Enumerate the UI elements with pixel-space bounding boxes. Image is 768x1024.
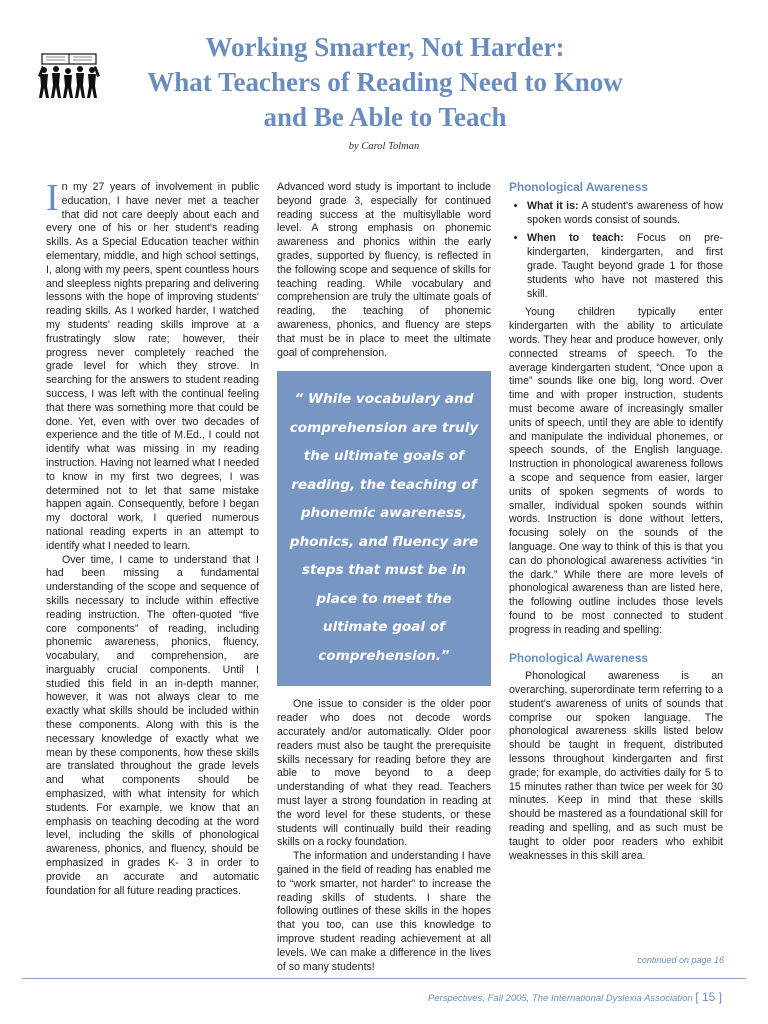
section-heading: Phonological Awareness	[509, 180, 648, 194]
column-3	[509, 181, 723, 863]
reading-figures-logo-icon	[36, 50, 102, 100]
title-line-1: Working Smarter, Not Harder:	[205, 32, 565, 62]
paragraph: Over time, I came to understand that I had been missing a fundamental understanding of the scope and sequence of skills necessary to include within effective reading instruction. The often-quoted “five core components” of reading, including phonemic awareness, phonics, fluency, vocabulary, and comprehension, are inarguably crucial components. Until I studied this field in an in-depth manner, however, it was not always clear to me exactly what skills should be included within these components. Along with this is the necessary knowledge of exactly what we mean by these components, how these skills are translated throughout the grade levels and what components should be emphasized, with what intensity for which students. For example, we know that an emphasis on teaching decoding at the word level, including the skills of phonological awareness, phonics, and fluency, should be emphasized in grades K- 3 in order to provide an accurate and automatic foundation for all future reading practices.	[46, 553, 259, 897]
page-number: [ 15 ]	[695, 990, 722, 1004]
paragraph: Young children typically enter kindergarten with the ability to articulate words. They hear and produce however, only connected streams of speech. To the average kindergarten student, “Once upon a time” sounds like one big, long word. Over time and with proper instruction, students must become aware of increasingly smaller units of speech, until they are able to identify and manipulate the individual phonemes, or speech sounds, of the English language. Instruction in phonological awareness follows a scope and sequence from easier, larger units of spoken segments of words to smaller, individual spoken sounds within words. Instruction is done without letters, focusing solely on the sounds of the language. One way to think of this is that you can do phonological awareness activities “in the dark.” While there are more levels of phonological awareness than are listed here, the following outline includes those levels found to be most connected to student progress in reading and spelling:	[509, 306, 723, 636]
bullet-text: Focus on pre-kindergarten, kindergarten, and first grade. Taught beyond grade 1 for those students who have not mastered this skill.	[527, 232, 724, 300]
column-1	[46, 177, 259, 898]
footer-source: Perspectives, Fall 2005, The International Dyslexia Association	[427, 993, 693, 1004]
title-line-3: and Be Able to Teach	[263, 102, 507, 132]
article-title	[105, 30, 665, 135]
column-2	[277, 181, 491, 974]
intro-paragraph	[46, 177, 259, 554]
paragraph: Advanced word study is important to include beyond grade 3, especially for continued reading success at the multisyllable word level. A strong emphasis on phonemic awareness and phonics within the early grades, supported by fluency, is reflected in the following scope and sequence of skills for teaching reading. While vocabulary and comprehension are truly the ultimate goals of reading, the teaching of phonemic awareness, phonics, and fluency are steps that must be in place to meet the ultimate goal of comprehension.	[277, 181, 491, 359]
list-item	[527, 200, 723, 228]
byline: by Carol Tolman	[348, 141, 420, 152]
bullet-label: When to teach:	[527, 232, 624, 245]
bullet-text: A student's awareness of how spoken words consist of sounds.	[527, 199, 723, 226]
title-line-2: What Teachers of Reading Need to Know	[147, 67, 623, 97]
drop-cap: I	[46, 177, 59, 219]
footer-divider	[22, 978, 746, 979]
intro-text: n my 27 years of involvement in public education, I have never met a teacher that did not care deeply about each and every one of his or her student's reading skills. As a Special Education teacher within elementary, middle, and high school settings, I, along with my peers, spent countless hours and sleepless nights preparing and delivering lessons with the hope of improving students' reading skills. As I worked harder, I watched my students' reading skills improve at a frustratingly slow rate; however, their progress never completely reached the grade level for which they strove. In searching for the answers to student reading success, I was left with the continual feeling that there was something more that could be done. Yet, even with over two decades of experience and the title of M.Ed., I could not identify what was missing in my reading instruction. Having not learned what I needed to know in my first two degrees, I was determined not to let that same mistake happen again. Consequently, before I began my doctoral work, I queried numerous national reading experts in an attempt to identify what I needed to learn.	[46, 181, 259, 552]
section-heading: Phonological Awareness	[509, 650, 648, 665]
paragraph: One issue to consider is the older poor reader who does not decode words accurately and/or automatically. Older poor readers must also be taught the prerequisite skills necessary for reading before they are able to move beyond to a deep understanding of what they read. Teachers must layer a strong foundation in reading at the word level for these students, or these students will continually build their reading skills on a rocky foundation.	[277, 698, 491, 849]
page-footer	[428, 990, 722, 1004]
paragraph: The information and understanding I have gained in the field of reading has enabled me to “work smarter, not harder” to increase the reading skills of students. I share the following outlines of these skills in the hopes that you too, can use this knowledge to improve student reading achievement at all levels. We can make a difference in the lives of so many students!	[277, 850, 491, 973]
continued-note: continued on page 16	[637, 955, 724, 965]
bullet-label: What it is:	[527, 199, 579, 212]
pull-quote: “ While vocabulary and comprehension are truly the ultimate goals of reading, the teaching of phonemic awareness, phonics, and fluency are steps that must be in place to meet the ultimate goal of comprehension.”	[277, 371, 491, 686]
definition-list	[509, 200, 723, 302]
list-item	[527, 232, 723, 301]
paragraph: Phonological awareness is an overarching, superordinate term referring to a student's awareness of units of sounds that comprise our spoken language. The phonological awareness skills listed below should be taught in frequent, distributed lessons throughout kindergarten and first grade; for example, do activities daily for 5 to 15 minutes rather than twice per week for 30 minutes. Keep in mind that these skills should be mastered as a foundational skill for reading and spelling, and as such must be taught to older poor readers who exhibit weaknesses in this skill area.	[509, 670, 723, 862]
